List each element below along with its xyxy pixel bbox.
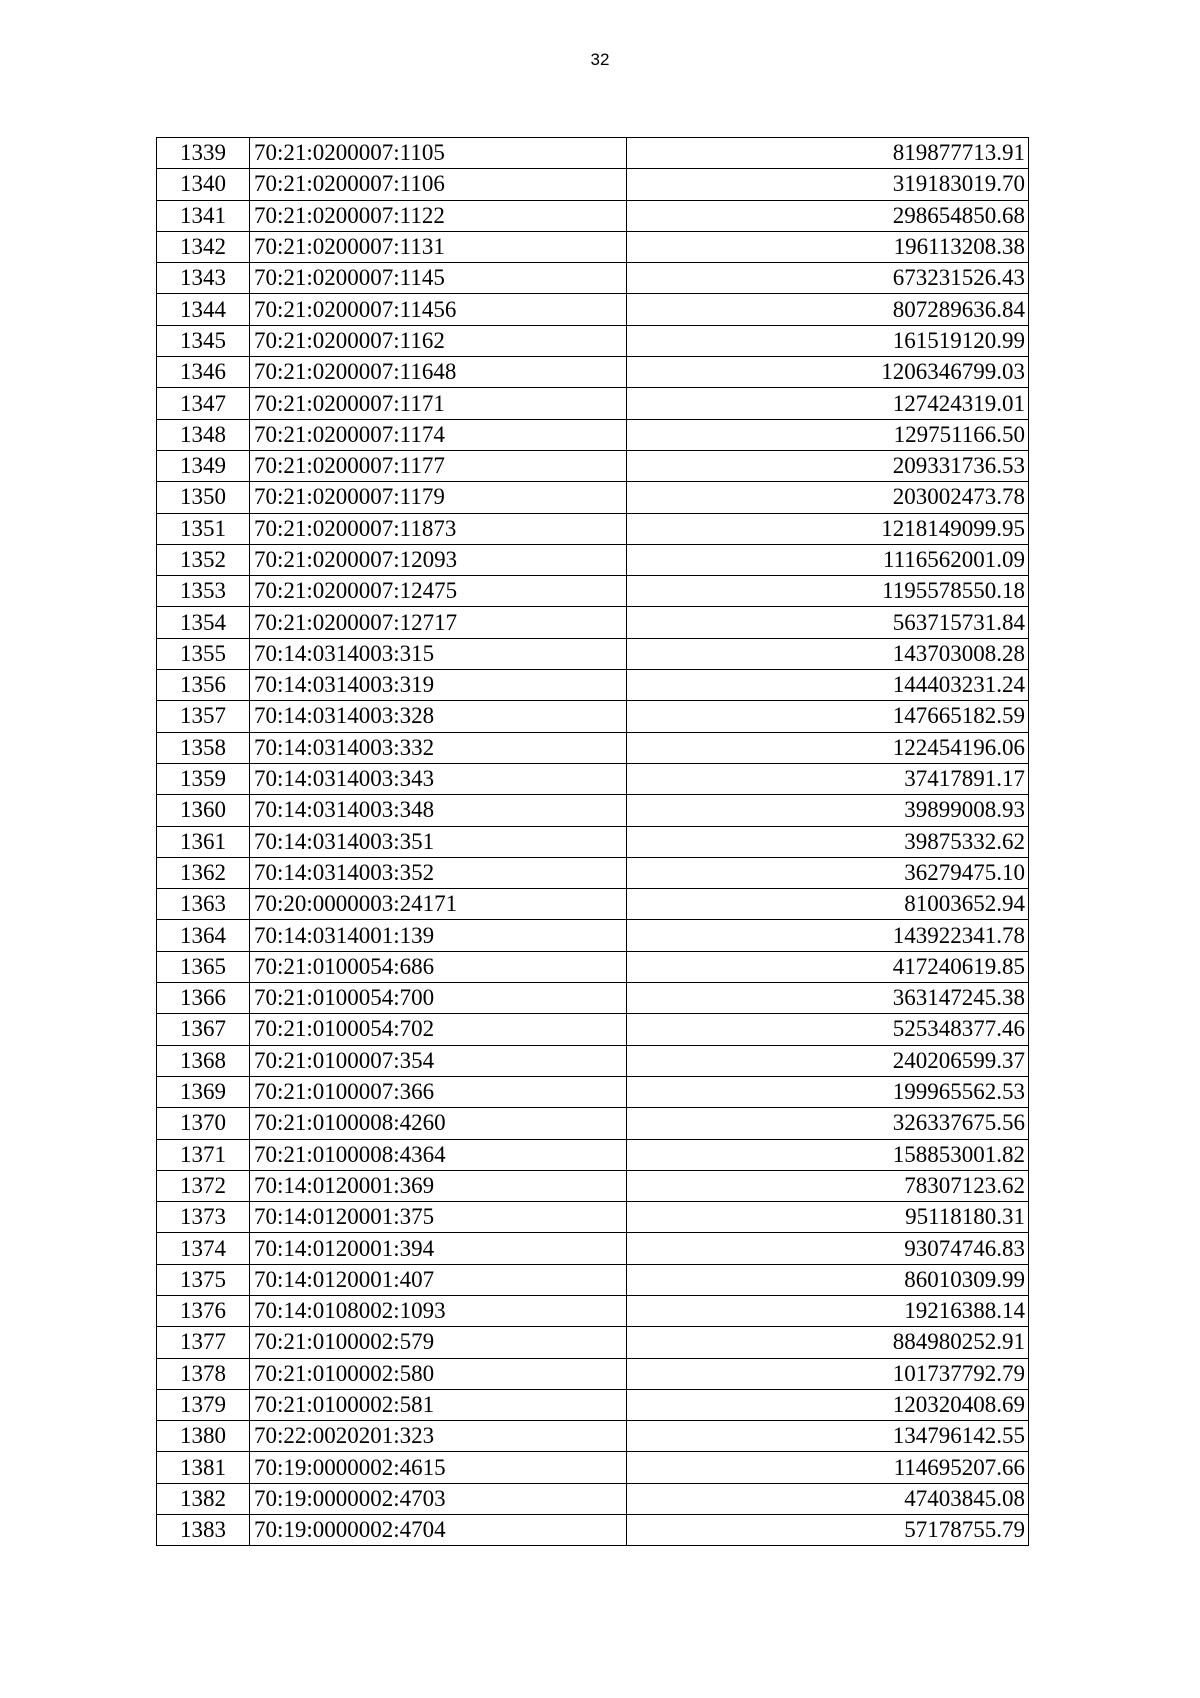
row-number-cell: 1348 [157, 419, 250, 450]
table-row [157, 419, 1029, 450]
cadastral-value-cell: 326337675.56 [627, 1108, 1029, 1139]
cadastral-value-cell: 120320408.69 [627, 1389, 1029, 1420]
row-number-cell: 1342 [157, 231, 250, 262]
row-number-cell: 1362 [157, 857, 250, 888]
table-row [157, 763, 1029, 794]
row-number-cell: 1360 [157, 795, 250, 826]
cadastral-value-cell: 819877713.91 [627, 138, 1029, 169]
row-number-cell: 1374 [157, 1233, 250, 1264]
row-number-cell: 1359 [157, 763, 250, 794]
cadastral-number-cell: 70:21:0200007:12093 [250, 544, 627, 575]
row-number-cell: 1383 [157, 1515, 250, 1546]
cadastral-number-cell: 70:21:0200007:12475 [250, 576, 627, 607]
row-number-cell: 1349 [157, 450, 250, 481]
cadastral-value-cell: 101737792.79 [627, 1358, 1029, 1389]
cadastral-value-table-container [156, 137, 1028, 1546]
cadastral-value-cell: 209331736.53 [627, 450, 1029, 481]
cadastral-number-cell: 70:21:0100008:4364 [250, 1139, 627, 1170]
table-row [157, 357, 1029, 388]
row-number-cell: 1345 [157, 325, 250, 356]
row-number-cell: 1353 [157, 576, 250, 607]
cadastral-value-cell: 1116562001.09 [627, 544, 1029, 575]
row-number-cell: 1344 [157, 294, 250, 325]
table-row [157, 951, 1029, 982]
cadastral-number-cell: 70:14:0314003:332 [250, 732, 627, 763]
row-number-cell: 1356 [157, 670, 250, 701]
table-row [157, 482, 1029, 513]
cadastral-value-cell: 122454196.06 [627, 732, 1029, 763]
cadastral-value-cell: 37417891.17 [627, 763, 1029, 794]
table-row [157, 638, 1029, 669]
row-number-cell: 1368 [157, 1045, 250, 1076]
cadastral-number-cell: 70:21:0200007:1174 [250, 419, 627, 450]
cadastral-value-cell: 884980252.91 [627, 1327, 1029, 1358]
table-row [157, 732, 1029, 763]
cadastral-number-cell: 70:14:0314003:348 [250, 795, 627, 826]
row-number-cell: 1347 [157, 388, 250, 419]
cadastral-value-cell: 93074746.83 [627, 1233, 1029, 1264]
cadastral-number-cell: 70:14:0314003:352 [250, 857, 627, 888]
cadastral-value-cell: 81003652.94 [627, 889, 1029, 920]
cadastral-number-cell: 70:21:0200007:11456 [250, 294, 627, 325]
cadastral-number-cell: 70:14:0314003:351 [250, 826, 627, 857]
table-row [157, 1264, 1029, 1295]
cadastral-value-cell: 673231526.43 [627, 263, 1029, 294]
table-row [157, 983, 1029, 1014]
cadastral-number-cell: 70:21:0100002:580 [250, 1358, 627, 1389]
table-row [157, 450, 1029, 481]
row-number-cell: 1339 [157, 138, 250, 169]
row-number-cell: 1366 [157, 983, 250, 1014]
cadastral-value-cell: 144403231.24 [627, 670, 1029, 701]
table-row [157, 1327, 1029, 1358]
table-row [157, 325, 1029, 356]
cadastral-value-cell: 240206599.37 [627, 1045, 1029, 1076]
cadastral-number-cell: 70:21:0200007:11648 [250, 357, 627, 388]
row-number-cell: 1369 [157, 1076, 250, 1107]
row-number-cell: 1365 [157, 951, 250, 982]
row-number-cell: 1377 [157, 1327, 250, 1358]
cadastral-number-cell: 70:21:0100054:700 [250, 983, 627, 1014]
table-row [157, 169, 1029, 200]
table-row [157, 1483, 1029, 1514]
cadastral-number-cell: 70:21:0200007:1177 [250, 450, 627, 481]
cadastral-number-cell: 70:20:0000003:24171 [250, 889, 627, 920]
cadastral-number-cell: 70:21:0200007:1106 [250, 169, 627, 200]
cadastral-number-cell: 70:14:0314001:139 [250, 920, 627, 951]
table-row [157, 1202, 1029, 1233]
cadastral-value-cell: 95118180.31 [627, 1202, 1029, 1233]
table-row [157, 576, 1029, 607]
row-number-cell: 1355 [157, 638, 250, 669]
row-number-cell: 1364 [157, 920, 250, 951]
cadastral-number-cell: 70:14:0120001:375 [250, 1202, 627, 1233]
table-row [157, 544, 1029, 575]
row-number-cell: 1370 [157, 1108, 250, 1139]
cadastral-value-cell: 417240619.85 [627, 951, 1029, 982]
row-number-cell: 1341 [157, 200, 250, 231]
cadastral-value-cell: 39899008.93 [627, 795, 1029, 826]
cadastral-number-cell: 70:21:0100054:702 [250, 1014, 627, 1045]
row-number-cell: 1380 [157, 1421, 250, 1452]
cadastral-number-cell: 70:21:0200007:1131 [250, 231, 627, 262]
row-number-cell: 1354 [157, 607, 250, 638]
cadastral-value-cell: 36279475.10 [627, 857, 1029, 888]
cadastral-value-cell: 363147245.38 [627, 983, 1029, 1014]
cadastral-number-cell: 70:21:0200007:11873 [250, 513, 627, 544]
table-row [157, 1076, 1029, 1107]
row-number-cell: 1378 [157, 1358, 250, 1389]
row-number-cell: 1381 [157, 1452, 250, 1483]
cadastral-value-cell: 127424319.01 [627, 388, 1029, 419]
cadastral-value-cell: 47403845.08 [627, 1483, 1029, 1514]
row-number-cell: 1376 [157, 1295, 250, 1326]
row-number-cell: 1373 [157, 1202, 250, 1233]
row-number-cell: 1379 [157, 1389, 250, 1420]
cadastral-number-cell: 70:14:0120001:407 [250, 1264, 627, 1295]
cadastral-number-cell: 70:19:0000002:4704 [250, 1515, 627, 1546]
table-row [157, 1233, 1029, 1264]
cadastral-number-cell: 70:21:0100007:366 [250, 1076, 627, 1107]
row-number-cell: 1358 [157, 732, 250, 763]
cadastral-value-cell: 196113208.38 [627, 231, 1029, 262]
cadastral-number-cell: 70:21:0100002:579 [250, 1327, 627, 1358]
cadastral-number-cell: 70:21:0200007:1105 [250, 138, 627, 169]
cadastral-number-cell: 70:14:0314003:328 [250, 701, 627, 732]
row-number-cell: 1352 [157, 544, 250, 575]
cadastral-value-cell: 563715731.84 [627, 607, 1029, 638]
table-row [157, 388, 1029, 419]
cadastral-value-cell: 147665182.59 [627, 701, 1029, 732]
cadastral-number-cell: 70:14:0314003:319 [250, 670, 627, 701]
cadastral-value-cell: 298654850.68 [627, 200, 1029, 231]
cadastral-number-cell: 70:21:0200007:1162 [250, 325, 627, 356]
table-row [157, 1108, 1029, 1139]
table-row [157, 1452, 1029, 1483]
cadastral-value-cell: 114695207.66 [627, 1452, 1029, 1483]
cadastral-value-cell: 134796142.55 [627, 1421, 1029, 1452]
row-number-cell: 1351 [157, 513, 250, 544]
cadastral-value-cell: 203002473.78 [627, 482, 1029, 513]
cadastral-number-cell: 70:14:0108002:1093 [250, 1295, 627, 1326]
cadastral-number-cell: 70:21:0200007:1145 [250, 263, 627, 294]
table-row [157, 263, 1029, 294]
cadastral-number-cell: 70:19:0000002:4615 [250, 1452, 627, 1483]
table-row [157, 701, 1029, 732]
cadastral-value-cell: 57178755.79 [627, 1515, 1029, 1546]
cadastral-number-cell: 70:21:0100054:686 [250, 951, 627, 982]
cadastral-number-cell: 70:22:0020201:323 [250, 1421, 627, 1452]
cadastral-number-cell: 70:14:0314003:315 [250, 638, 627, 669]
table-row [157, 1421, 1029, 1452]
cadastral-number-cell: 70:21:0100007:354 [250, 1045, 627, 1076]
cadastral-value-cell: 143922341.78 [627, 920, 1029, 951]
cadastral-value-cell: 86010309.99 [627, 1264, 1029, 1295]
page-number: 32 [590, 50, 610, 69]
cadastral-value-cell: 158853001.82 [627, 1139, 1029, 1170]
table-row [157, 1295, 1029, 1326]
cadastral-number-cell: 70:14:0120001:369 [250, 1170, 627, 1201]
row-number-cell: 1375 [157, 1264, 250, 1295]
table-row [157, 889, 1029, 920]
cadastral-value-cell: 199965562.53 [627, 1076, 1029, 1107]
row-number-cell: 1346 [157, 357, 250, 388]
cadastral-number-cell: 70:14:0314003:343 [250, 763, 627, 794]
row-number-cell: 1371 [157, 1139, 250, 1170]
row-number-cell: 1367 [157, 1014, 250, 1045]
cadastral-number-cell: 70:14:0120001:394 [250, 1233, 627, 1264]
cadastral-value-cell: 1218149099.95 [627, 513, 1029, 544]
table-row [157, 1515, 1029, 1546]
cadastral-value-cell: 807289636.84 [627, 294, 1029, 325]
table-row [157, 294, 1029, 325]
cadastral-value-cell: 78307123.62 [627, 1170, 1029, 1201]
cadastral-value-table [156, 137, 1029, 1546]
table-row [157, 857, 1029, 888]
table-row [157, 670, 1029, 701]
row-number-cell: 1372 [157, 1170, 250, 1201]
table-row [157, 513, 1029, 544]
table-row [157, 920, 1029, 951]
table-row [157, 1045, 1029, 1076]
cadastral-value-cell: 143703008.28 [627, 638, 1029, 669]
row-number-cell: 1382 [157, 1483, 250, 1514]
cadastral-value-cell: 129751166.50 [627, 419, 1029, 450]
cadastral-number-cell: 70:21:0200007:1171 [250, 388, 627, 419]
table-row [157, 1389, 1029, 1420]
cadastral-value-cell: 19216388.14 [627, 1295, 1029, 1326]
cadastral-number-cell: 70:21:0200007:12717 [250, 607, 627, 638]
row-number-cell: 1357 [157, 701, 250, 732]
cadastral-number-cell: 70:21:0100008:4260 [250, 1108, 627, 1139]
table-row [157, 1139, 1029, 1170]
cadastral-value-cell: 39875332.62 [627, 826, 1029, 857]
table-row [157, 795, 1029, 826]
cadastral-number-cell: 70:21:0200007:1122 [250, 200, 627, 231]
table-row [157, 231, 1029, 262]
cadastral-value-cell: 1206346799.03 [627, 357, 1029, 388]
cadastral-number-cell: 70:19:0000002:4703 [250, 1483, 627, 1514]
row-number-cell: 1361 [157, 826, 250, 857]
table-row [157, 138, 1029, 169]
table-body [157, 138, 1029, 1546]
table-row [157, 200, 1029, 231]
cadastral-value-cell: 319183019.70 [627, 169, 1029, 200]
cadastral-value-cell: 1195578550.18 [627, 576, 1029, 607]
table-row [157, 826, 1029, 857]
table-row [157, 1358, 1029, 1389]
table-row [157, 1170, 1029, 1201]
cadastral-value-cell: 525348377.46 [627, 1014, 1029, 1045]
row-number-cell: 1343 [157, 263, 250, 294]
row-number-cell: 1363 [157, 889, 250, 920]
cadastral-number-cell: 70:21:0100002:581 [250, 1389, 627, 1420]
table-row [157, 607, 1029, 638]
row-number-cell: 1350 [157, 482, 250, 513]
table-row [157, 1014, 1029, 1045]
cadastral-value-cell: 161519120.99 [627, 325, 1029, 356]
row-number-cell: 1340 [157, 169, 250, 200]
cadastral-number-cell: 70:21:0200007:1179 [250, 482, 627, 513]
